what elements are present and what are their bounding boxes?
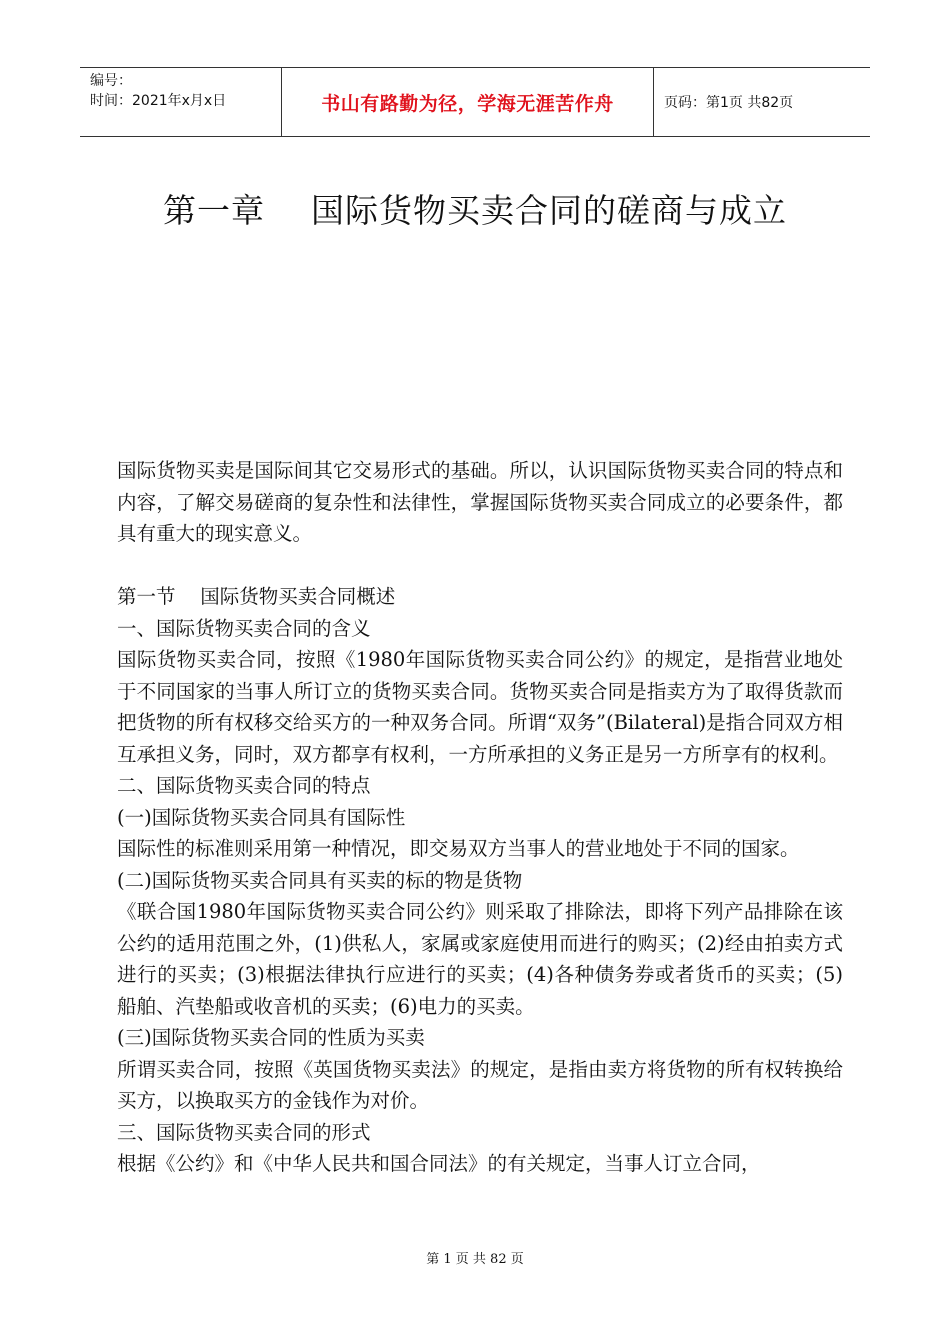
subheading-features: 二、国际货物买卖合同的特点: [117, 774, 371, 797]
chapter-title: 第一章 国际货物买卖合同的磋商与成立: [163, 191, 787, 230]
paragraph-sale: 所谓买卖合同，按照《英国货物买卖法》的规定，是指由卖方将货物的所有权转换给买方，以换取买方的金钱作为对价。: [117, 1057, 843, 1112]
intro-paragraph: 国际货物买卖是国际间其它交易形式的基础。所以，认识国际货物买卖合同的特点和内容，了解交易磋商的复杂性和法律性，掌握国际货物买卖合同成立的必要条件，都具有重大的现实意义。: [117, 459, 843, 545]
date-label: 时间：2021年x月x日: [90, 93, 227, 109]
feature-sale: (三)国际货物买卖合同的性质为买卖: [117, 1026, 425, 1049]
page-info: 页码：第1页 共82页: [664, 95, 794, 111]
paragraph-gap: [117, 550, 843, 582]
paragraph-form: 根据《公约》和《中华人民共和国合同法》的有关规定，当事人订立合同，: [117, 1152, 761, 1175]
section-heading: 第一节 国际货物买卖合同概述: [117, 585, 396, 608]
document-header-table: [80, 67, 870, 137]
header-meta-cell: [80, 68, 282, 136]
document-body: [117, 455, 843, 1180]
paragraph-meaning: 国际货物买卖合同，按照《1980年国际货物买卖合同公约》的规定，是指营业地处于不同国家的当事人所订立的货物买卖合同。货物买卖合同是指卖方为了取得货款而把货物的所有权移交给买方的一种双务合同。所谓“双务”(Bilateral)是指合同双方相互承担义务，同时，双方都享有权利，一方所承担的义务正是另一方所享有的权利。: [117, 648, 843, 766]
motto-text: 书山有路勤为径，学海无涯苦作舟: [321, 92, 614, 115]
paragraph-international: 国际性的标准则采用第一种情况，即交易双方当事人的营业地处于不同的国家。: [117, 837, 800, 860]
subheading-meaning: 一、国际货物买卖合同的含义: [117, 616, 371, 640]
feature-international: (一)国际货物买卖合同具有国际性: [117, 805, 406, 829]
header-page-cell: [654, 68, 870, 136]
page-footer: 第 1 页 共 82 页: [426, 1252, 524, 1267]
header-motto-cell: [282, 68, 654, 136]
paragraph-goods: 《联合国1980年国际货物买卖合同公约》则采取了排除法，即将下列产品排除在该公约的适用范围之外，(1)供私人，家属或家庭使用而进行的购买；(2)经由拍卖方式进行的买卖；(3)根据法律执行应进行的买卖；(4)各种债务券或者货币的买卖；(5)船舶、汽垫船或收音机的买卖；(6)电力的买卖。: [117, 900, 843, 1018]
number-label: 编号：: [90, 73, 132, 89]
feature-goods: (二)国际货物买卖合同具有买卖的标的物是货物: [117, 868, 523, 892]
subheading-form: 三、国际货物买卖合同的形式: [117, 1120, 371, 1144]
